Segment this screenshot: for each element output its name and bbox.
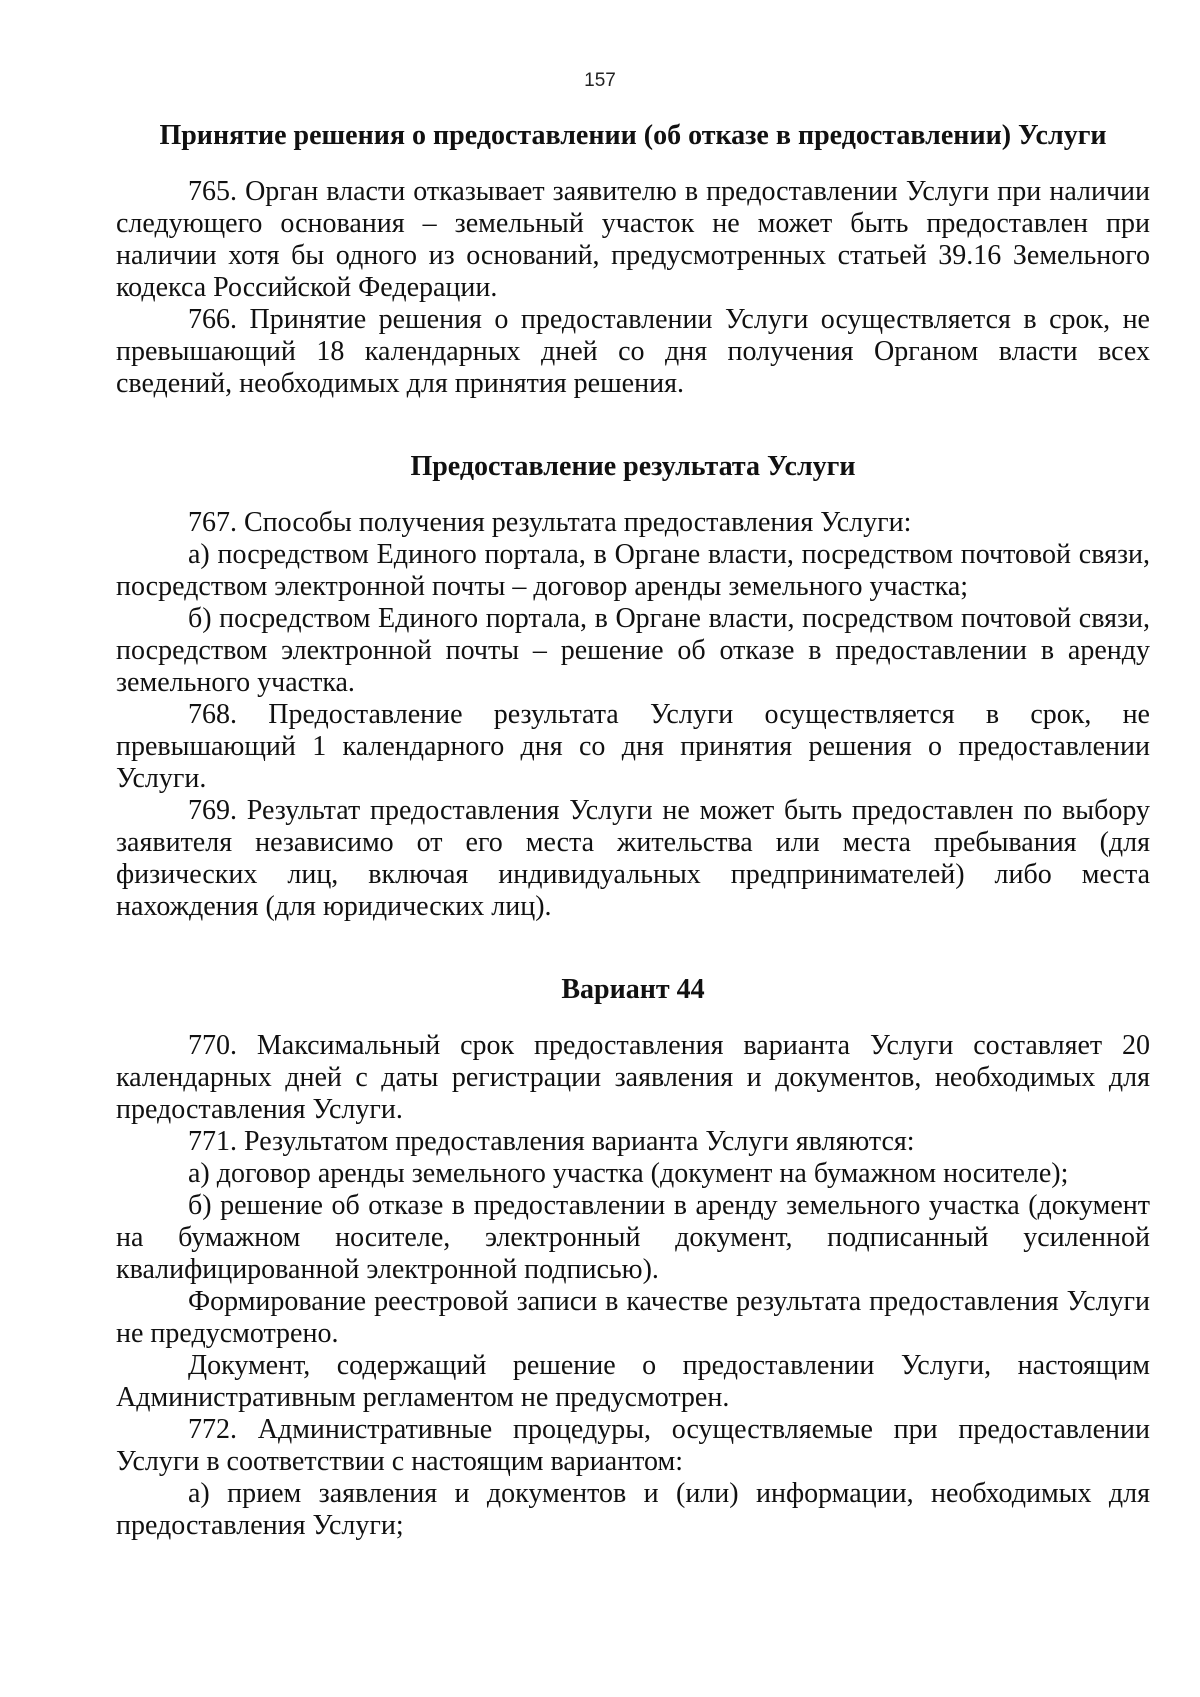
- section-heading: Предоставление результата Услуги: [410, 451, 856, 482]
- paragraph: 765. Орган власти отказывает заявителю в предоставлении Услуги при наличии следующего основания – земельный участок не может быть предоставлен при наличии хотя бы одного из оснований, предусмотренных статьей 39.16 Земельного кодекса Российской Федерации.: [116, 176, 1150, 303]
- paragraph: б) решение об отказе в предоставлении в аренду земельного участка (документ на бумажном носителе, электронный документ, подписанный усиленной квалифицированной электронной подписью).: [116, 1190, 1150, 1285]
- paragraph: 772. Административные процедуры, осуществляемые при предоставлении Услуги в соответствии с настоящим вариантом:: [116, 1414, 1150, 1477]
- paragraph: 771. Результатом предоставления варианта Услуги являются:: [188, 1126, 915, 1157]
- paragraph: Формирование реестровой записи в качестве результата предоставления Услуги не предусмотрено.: [116, 1286, 1150, 1349]
- paragraph: б) посредством Единого портала, в Органе власти, посредством почтовой связи, посредством электронной почты – решение об отказе в предоставлении в аренду земельного участка.: [116, 603, 1150, 698]
- section-heading: Вариант 44: [561, 974, 705, 1005]
- paragraph: а) посредством Единого портала, в Органе власти, посредством почтовой связи, посредством электронной почты – договор аренды земельного участка;: [116, 539, 1150, 602]
- paragraph: 768. Предоставление результата Услуги осуществляется в срок, не превышающий 1 календарного дня со дня принятия решения о предоставлении Услуги.: [116, 699, 1150, 794]
- section-result-delivery: [116, 451, 1150, 923]
- paragraph: 767. Способы получения результата предоставления Услуги:: [188, 507, 912, 538]
- paragraph: Документ, содержащий решение о предоставлении Услуги, настоящим Административным регламентом не предусмотрен.: [116, 1350, 1150, 1413]
- document-body: [116, 120, 1150, 1542]
- paragraph: 769. Результат предоставления Услуги не может быть предоставлен по выбору заявителя независимо от его места жительства или места пребывания (для физических лиц, включая индивидуальных предпринимателей) либо места нахождения (для юридических лиц).: [116, 795, 1150, 922]
- section-variant-44: [116, 974, 1150, 1542]
- paragraph: 766. Принятие решения о предоставлении Услуги осуществляется в срок, не превышающий 18 календарных дней со дня получения Органом власти всех сведений, необходимых для принятия решения.: [116, 304, 1150, 399]
- paragraph: а) прием заявления и документов и (или) информации, необходимых для предоставления Услуги;: [116, 1478, 1150, 1541]
- page-number: 157: [584, 70, 616, 91]
- paragraph: а) договор аренды земельного участка (документ на бумажном носителе);: [188, 1158, 1069, 1189]
- paragraph: 770. Максимальный срок предоставления варианта Услуги составляет 20 календарных дней с даты регистрации заявления и документов, необходимых для предоставления Услуги.: [116, 1030, 1150, 1125]
- section-heading: Принятие решения о предоставлении (об отказе в предоставлении) Услуги: [159, 120, 1107, 151]
- section-decision: [116, 120, 1150, 400]
